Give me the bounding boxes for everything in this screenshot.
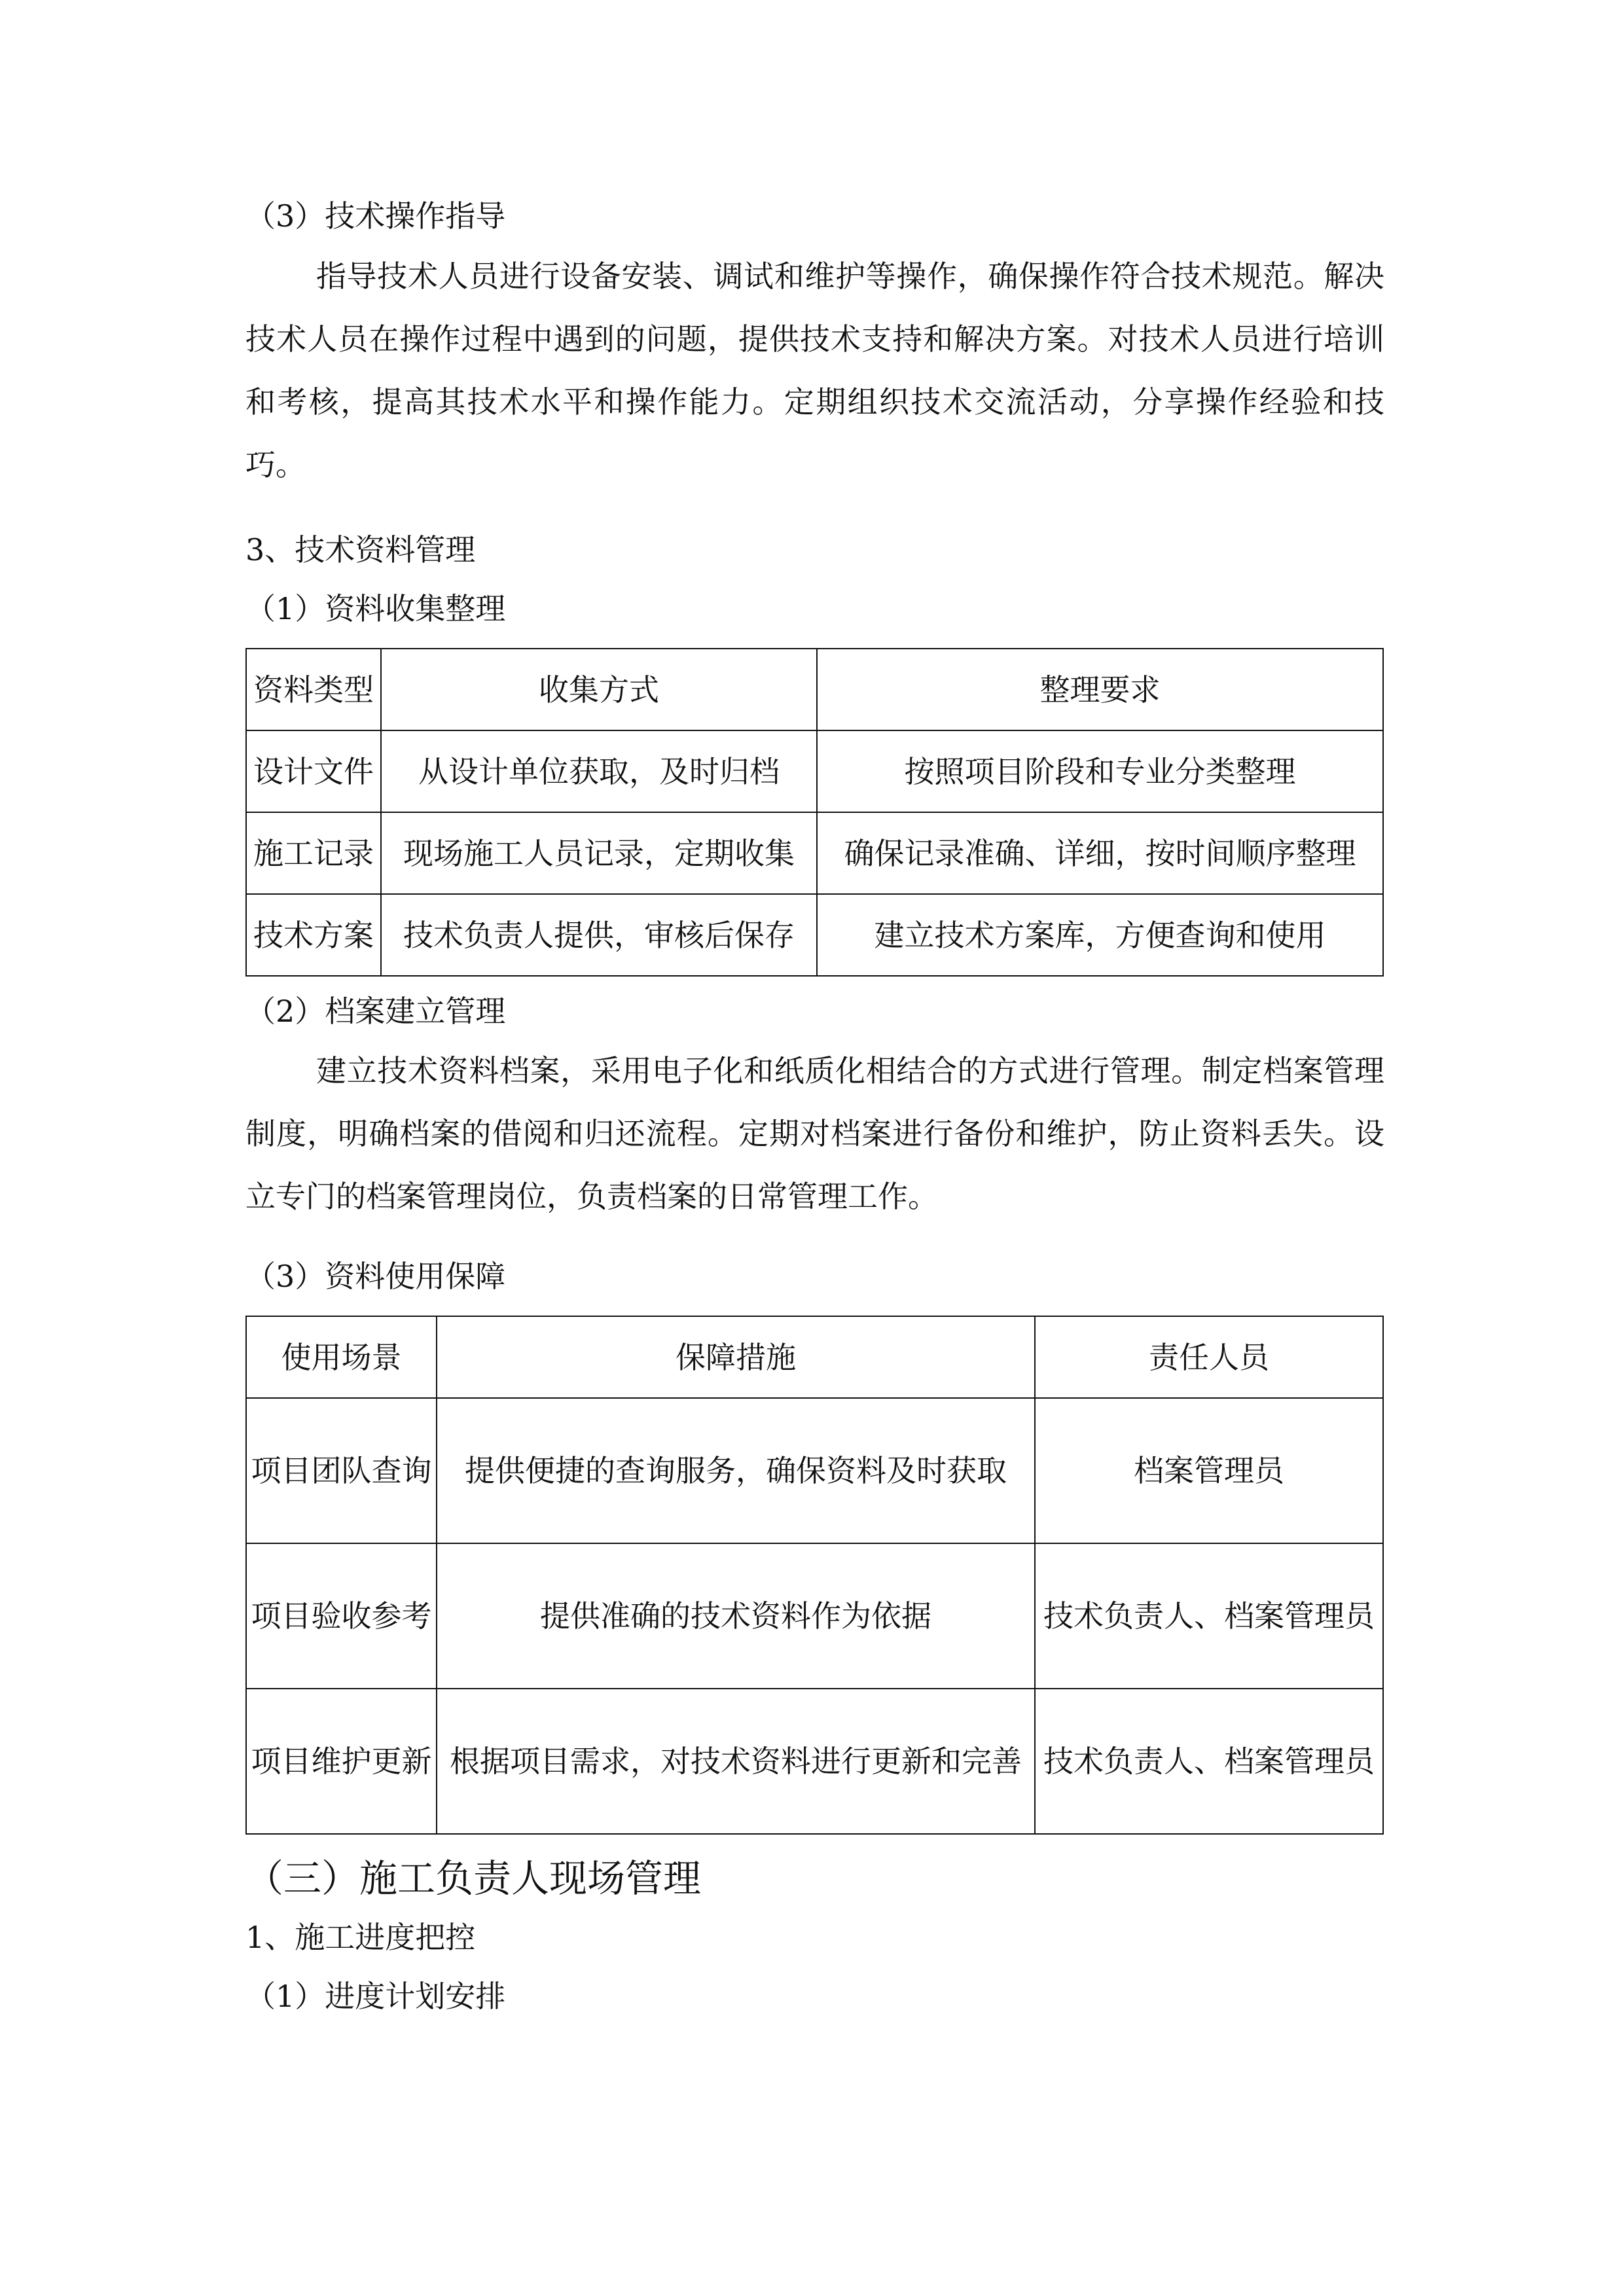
table-cell: 设计文件 — [246, 730, 381, 812]
section-heading-site-management: （三）施工负责人现场管理 — [245, 1856, 702, 1901]
table-cell: 项目团队查询 — [246, 1398, 437, 1543]
table-cell: 项目验收参考 — [246, 1543, 437, 1689]
table-row — [246, 1398, 1383, 1543]
subheading-archive-management: （2）档案建立管理 — [245, 994, 506, 1029]
table-row — [246, 1689, 1383, 1834]
tech-operation-paragraph: 指导技术人员进行设备安装、调试和维护等操作，确保操作符合技术规范。解决技术人员在操作过程中遇到的问题，提供技术支持和解决方案。对技术人员进行培训和考核，提高其技术水平和操作能力。定期组织技术交流活动，分享操作经验和技巧。 — [245, 259, 1384, 482]
subheading-progress-control: 1、施工进度把控 — [245, 1920, 476, 1955]
table-header-cell: 责任人员 — [1035, 1316, 1383, 1398]
table-cell: 建立技术方案库，方便查询和使用 — [817, 894, 1383, 976]
table-row — [246, 1543, 1383, 1689]
table-cell: 提供准确的技术资料作为依据 — [437, 1543, 1035, 1689]
table-header-cell: 保障措施 — [437, 1316, 1035, 1398]
table-cell: 根据项目需求，对技术资料进行更新和完善 — [437, 1689, 1035, 1834]
table-header-cell: 资料类型 — [246, 649, 381, 730]
table-header-row — [246, 649, 1383, 730]
subheading-doc-collection: （1）资料收集整理 — [245, 591, 506, 626]
table-cell: 确保记录准确、详细，按时间顺序整理 — [817, 812, 1383, 894]
subheading-schedule-plan: （1）进度计划安排 — [245, 1979, 506, 2014]
table-row — [246, 730, 1383, 812]
table-cell: 施工记录 — [246, 812, 381, 894]
table-header-row — [246, 1316, 1383, 1398]
doc-collection-table — [245, 648, 1384, 977]
table-cell: 技术负责人、档案管理员 — [1035, 1689, 1383, 1834]
section-heading-tech-docs: 3、技术资料管理 — [245, 532, 476, 567]
section-heading-tech-operation: （3）技术操作指导 — [245, 198, 506, 234]
table-cell: 技术负责人提供，审核后保存 — [381, 894, 817, 976]
table-cell: 现场施工人员记录，定期收集 — [381, 812, 817, 894]
table-cell: 从设计单位获取，及时归档 — [381, 730, 817, 812]
table-row — [246, 894, 1383, 976]
doc-usage-table — [245, 1316, 1384, 1835]
table-header-cell: 收集方式 — [381, 649, 817, 730]
table-cell: 档案管理员 — [1035, 1398, 1383, 1543]
table-cell: 项目维护更新 — [246, 1689, 437, 1834]
table-cell: 技术负责人、档案管理员 — [1035, 1543, 1383, 1689]
table-cell: 提供便捷的查询服务，确保资料及时获取 — [437, 1398, 1035, 1543]
subheading-doc-usage: （3）资料使用保障 — [245, 1259, 506, 1294]
table-header-cell: 整理要求 — [817, 649, 1383, 730]
table-row — [246, 812, 1383, 894]
archive-management-paragraph: 建立技术资料档案，采用电子化和纸质化相结合的方式进行管理。制定档案管理制度，明确档案的借阅和归还流程。定期对档案进行备份和维护，防止资料丢失。设立专门的档案管理岗位，负责档案的日常管理工作。 — [245, 1053, 1384, 1214]
table-cell: 按照项目阶段和专业分类整理 — [817, 730, 1383, 812]
table-header-cell: 使用场景 — [246, 1316, 437, 1398]
table-cell: 技术方案 — [246, 894, 381, 976]
